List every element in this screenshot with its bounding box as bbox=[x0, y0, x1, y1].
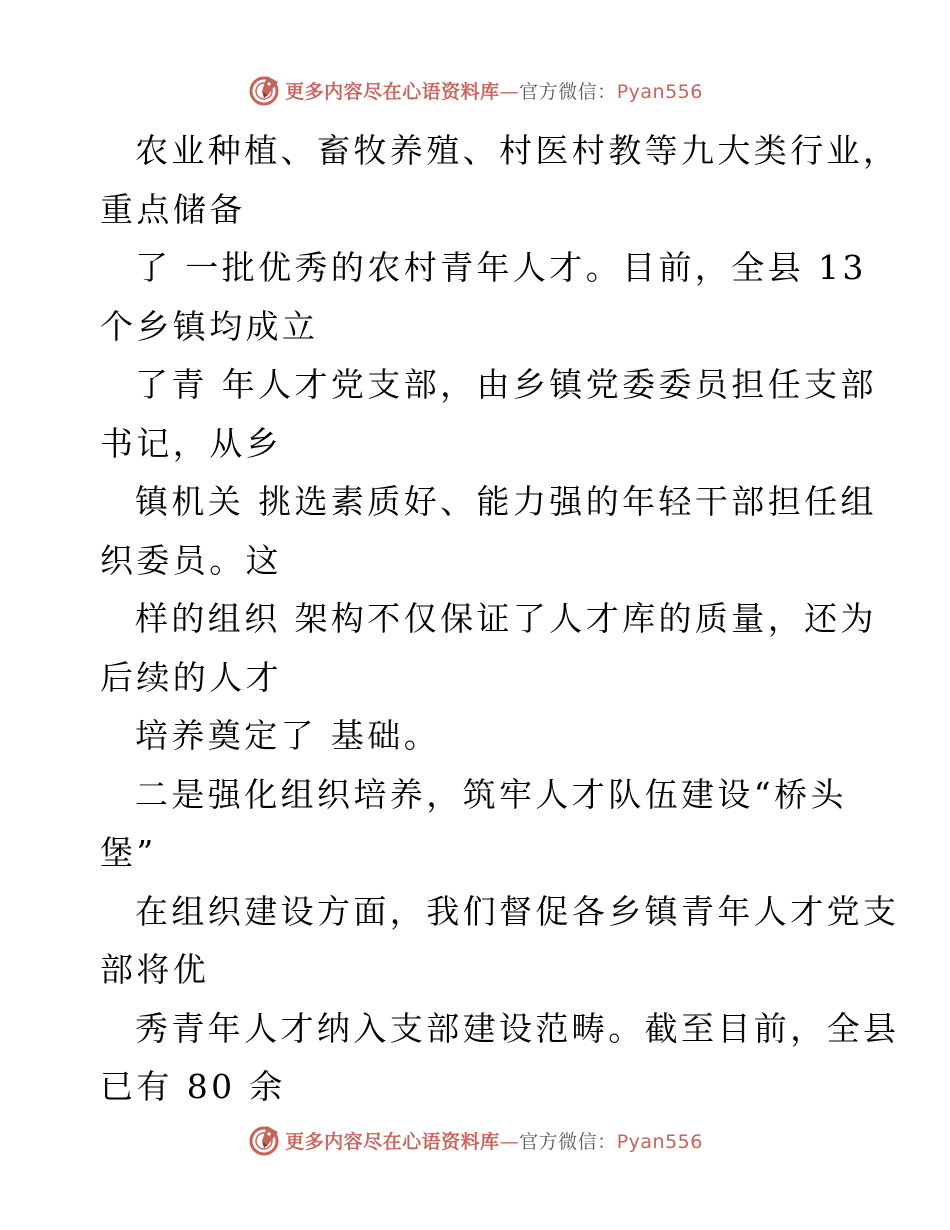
body-line: 织委员。这 bbox=[100, 540, 282, 580]
body-line: 培养奠定了 基础。 bbox=[135, 716, 441, 755]
body-line: 秀青年人才纳入支部建设范畴。截至目前，全县 bbox=[135, 1008, 900, 1048]
watermark-wechat-id: Pyan556 bbox=[616, 80, 703, 103]
body-line: 了青 年人才党支部，由乡镇党委委员担任支部 bbox=[135, 365, 877, 404]
footer-watermark-banner bbox=[0, 1120, 950, 1160]
watermark-dash: — bbox=[499, 80, 520, 103]
body-line: 了 一批优秀的农村青年人才。目前，全县 13 bbox=[135, 248, 867, 287]
header-watermark-banner bbox=[0, 70, 950, 110]
body-line: 后续的人才 bbox=[100, 657, 282, 697]
body-line: 已有 80 余 bbox=[100, 1067, 286, 1106]
watermark-dash: — bbox=[499, 1130, 520, 1153]
body-line: 镇机关 挑选素质好、能力强的年轻干部担任组 bbox=[135, 482, 877, 521]
watermark-wechat-label: 官方微信： bbox=[519, 80, 617, 103]
watermark-text bbox=[285, 77, 703, 104]
pen-nib-logo-icon bbox=[247, 1123, 281, 1157]
watermark-main-text: 更多内容尽在心语资料库 bbox=[285, 80, 500, 103]
body-line: 部将优 bbox=[100, 950, 210, 989]
body-line: 在组织建设方面，我们督促各乡镇青年人才党支 bbox=[135, 891, 900, 931]
body-line: 重点储备 bbox=[100, 189, 246, 229]
section-heading-line: 堡” bbox=[100, 833, 157, 872]
body-line: 书记，从乡 bbox=[100, 423, 282, 463]
body-line: 个乡镇均成立 bbox=[100, 306, 319, 346]
watermark-wechat-id: Pyan556 bbox=[616, 1130, 703, 1153]
watermark-text bbox=[285, 1127, 703, 1154]
section-heading-line: 二是强化组织培养，筑牢人才队伍建设“桥头 bbox=[135, 774, 847, 814]
watermark-wechat-label: 官方微信： bbox=[519, 1130, 617, 1153]
watermark-main-text: 更多内容尽在心语资料库 bbox=[285, 1130, 500, 1153]
body-line: 农业种植、畜牧养殖、村医村教等九大类行业， bbox=[135, 131, 900, 170]
body-line: 样的组织 架构不仅保证了人才库的质量，还为 bbox=[135, 599, 877, 638]
document-body bbox=[100, 122, 900, 1117]
pen-nib-logo-icon bbox=[247, 73, 281, 107]
